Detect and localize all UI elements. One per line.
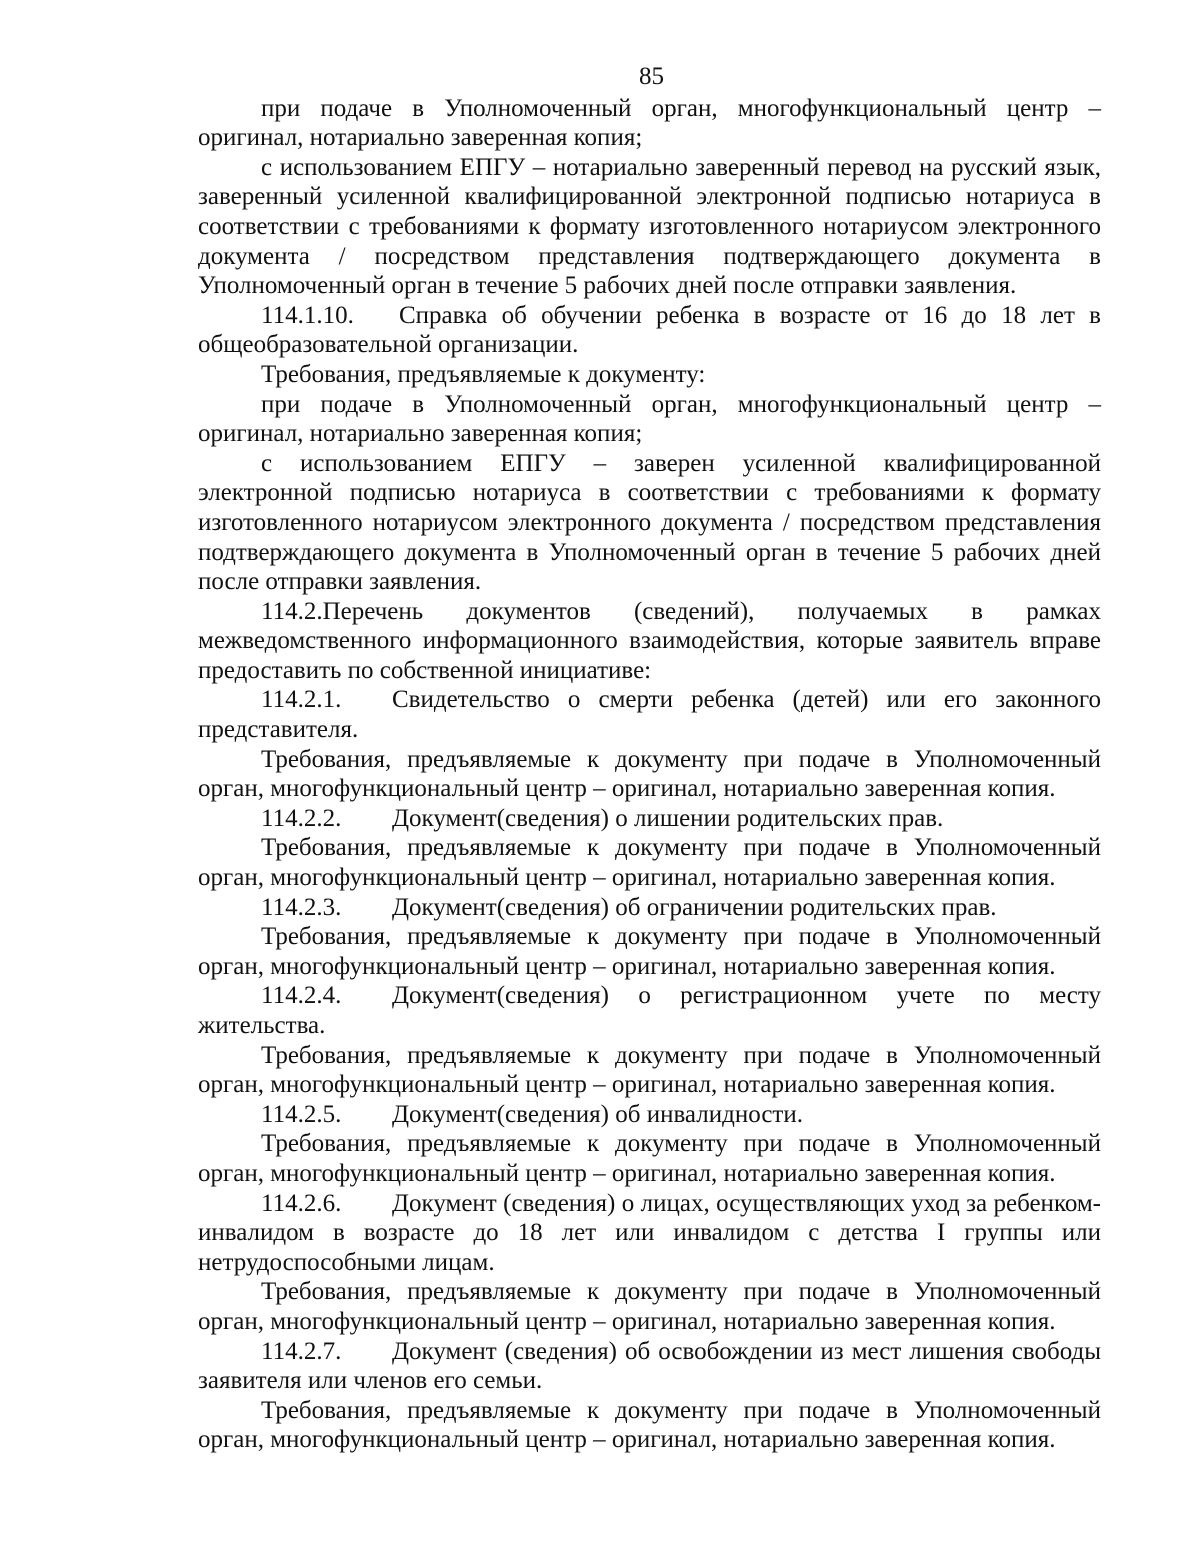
paragraph: с использованием ЕПГУ – нотариально заверенный перевод на русский язык, заверенный усиленной квалифицированной электронной подписью нотариуса в соответствии с требованиями к формату изготовленного нотариусом электронного документа / посредством представления подтверждающего документа в Уполномоченный орган в течение 5 рабочих дней после отправки заявления. xyxy=(198,153,1101,300)
item-text: Свидетельство о смерти ребенка (детей) или его законного представителя. xyxy=(198,686,1101,744)
paragraph: Требования, предъявляемые к документу при подаче в Уполномоченный орган, многофункциональный центр – оригинал, нотариально заверенная копия. xyxy=(198,745,1101,803)
paragraph: Требования, предъявляемые к документу при подаче в Уполномоченный орган, многофункциональный центр – оригинал, нотариально заверенная копия. xyxy=(198,1041,1101,1099)
item-text: Документ (сведения) о лицах, осуществляющих уход за ребенком-инвалидом в возрасте до 18 лет или инвалидом с детства I группы или нетрудоспособными лицам. xyxy=(198,1189,1101,1276)
item-text: Документ(сведения) об инвалидности. xyxy=(392,1100,803,1128)
item-number: 114.1.10. xyxy=(261,301,354,329)
item-number: 114.2.5. xyxy=(261,1100,342,1128)
numbered-item xyxy=(198,685,1101,744)
paragraph: с использованием ЕПГУ – заверен усиленной квалифицированной электронной подписью нотариуса в соответствии с требованиями к формату изготовленного нотариусом электронного документа / посредством представления подтверждающего документа в Уполномоченный орган в течение 5 рабочих дней после отправки заявления. xyxy=(198,449,1101,596)
item-number: 114.2.6. xyxy=(261,1189,342,1217)
item-text: Справка об обучении ребенка в возрасте от 16 до 18 лет в общеобразовательной организации. xyxy=(198,301,1101,359)
paragraph: Требования, предъявляемые к документу при подаче в Уполномоченный орган, многофункциональный центр – оригинал, нотариально заверенная копия. xyxy=(198,1130,1101,1187)
item-text: Документ(сведения) о лишении родительских прав. xyxy=(392,804,944,832)
item-text: Документ(сведения) о регистрационном учете по месту жительства. xyxy=(198,982,1101,1039)
item-number: 114.2.4. xyxy=(261,982,342,1010)
paragraph: Требования, предъявляемые к документу при подаче в Уполномоченный орган, многофункциональный центр – оригинал, нотариально заверенная копия. xyxy=(198,834,1101,892)
item-text: Документ(сведения) об ограничении родительских прав. xyxy=(392,893,997,921)
paragraph: Требования, предъявляемые к документу: xyxy=(261,360,706,388)
numbered-item xyxy=(198,1337,1101,1396)
numbered-item xyxy=(198,804,1101,834)
item-number: 114.2.3. xyxy=(261,893,342,921)
item-text: Документ (сведения) об освобождении из мест лишения свободы заявителя или членов его семьи. xyxy=(198,1337,1101,1395)
numbered-item xyxy=(198,1100,1101,1130)
numbered-item xyxy=(198,981,1101,1040)
page-number: 85 xyxy=(639,63,664,90)
item-number: 114.2.1. xyxy=(261,686,342,714)
numbered-item xyxy=(198,893,1101,923)
numbered-item xyxy=(198,1189,1101,1278)
paragraph: Требования, предъявляемые к документу при подаче в Уполномоченный орган, многофункциональный центр – оригинал, нотариально заверенная копия. xyxy=(198,1396,1101,1454)
numbered-item xyxy=(198,597,1101,686)
item-number: 114.2.2. xyxy=(261,804,342,832)
paragraph: Требования, предъявляемые к документу при подаче в Уполномоченный орган, многофункциональный центр – оригинал, нотариально заверенная копия. xyxy=(198,1278,1101,1335)
document-page xyxy=(198,62,1101,1455)
paragraph: при подаче в Уполномоченный орган, многофункциональный центр – оригинал, нотариально заверенная копия; xyxy=(198,390,1101,448)
item-number: 114.2. xyxy=(261,597,323,625)
item-number: 114.2.7. xyxy=(261,1337,342,1365)
item-text: Перечень документов (сведений), получаемых в рамках межведомственного информационного взаимодействия, которые заявитель вправе предоставить по собственной инициативе: xyxy=(198,597,1101,684)
paragraph: при подаче в Уполномоченный орган, многофункциональный центр – оригинал, нотариально заверенная копия; xyxy=(198,94,1101,152)
paragraph: Требования, предъявляемые к документу при подаче в Уполномоченный орган, многофункциональный центр – оригинал, нотариально заверенная копия. xyxy=(198,923,1101,980)
numbered-item xyxy=(198,301,1101,360)
